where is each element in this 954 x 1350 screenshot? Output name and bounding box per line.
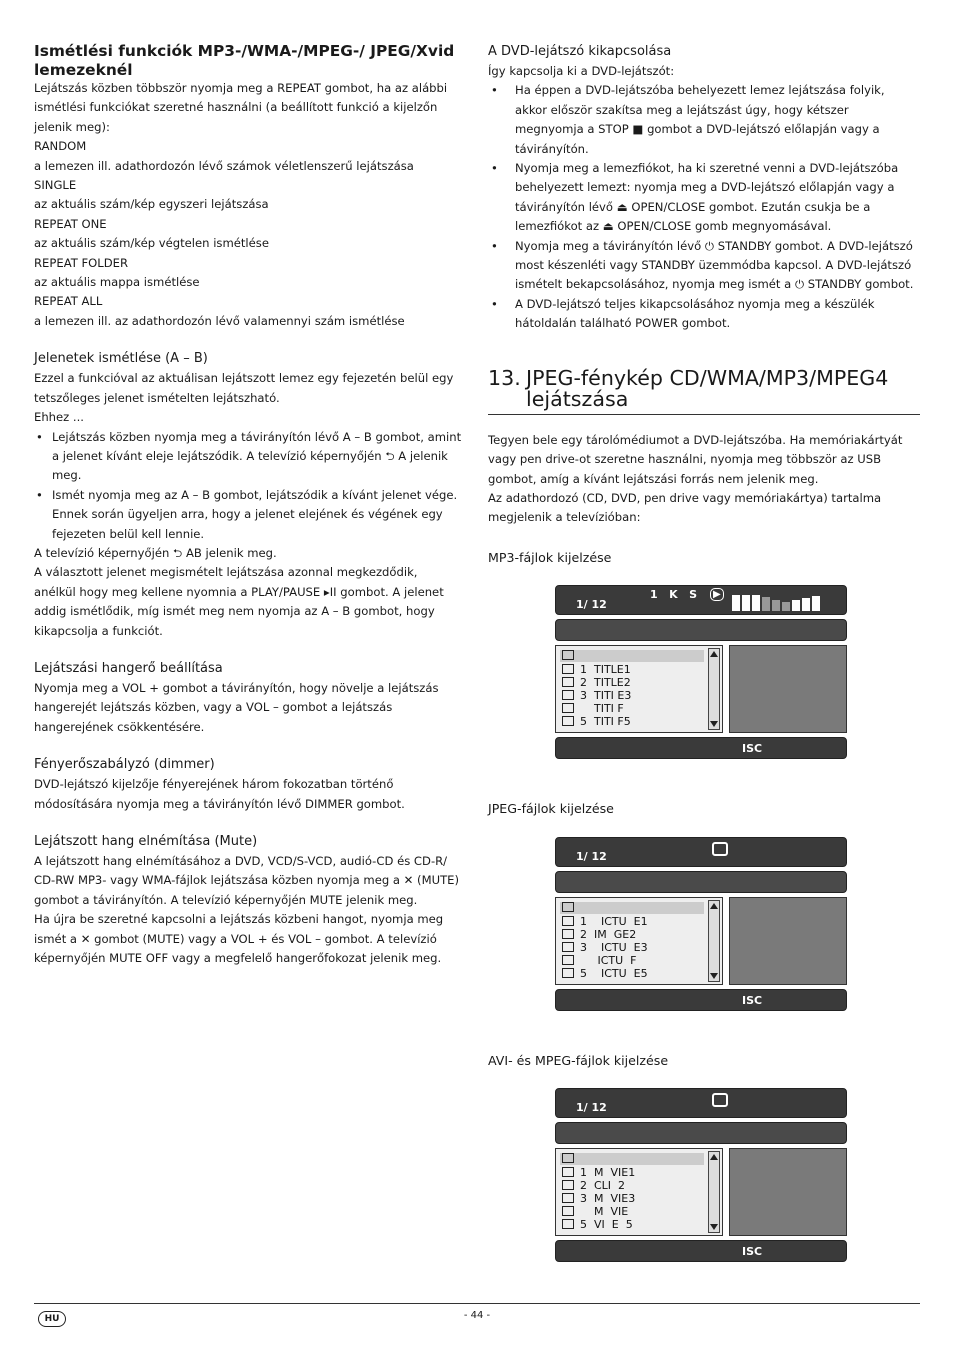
- list-item[interactable]: TITI F: [562, 702, 624, 715]
- chapter-heading: [488, 365, 920, 415]
- list-item[interactable]: 5 ICTU E5: [562, 967, 648, 980]
- ab-heading: Jelenetek ismétlése (A – B): [34, 351, 208, 367]
- mute-heading: Lejátszott hang elnémítása (Mute): [34, 834, 258, 849]
- preview-pane: [729, 897, 847, 985]
- ab-bullets: [34, 428, 462, 544]
- bottom-bar: [555, 1240, 847, 1262]
- list-item[interactable]: ICTU F: [562, 954, 637, 967]
- ab-intro: Ezzel a funkcióval az aktuálisan lejátszott lemez egy fejezetén belül egy tetszőleges jelenet ismételten lejátszható.: [34, 371, 454, 405]
- selected-row: [560, 650, 704, 662]
- selected-row: [560, 902, 704, 914]
- list-item[interactable]: 3 M VIE3: [562, 1192, 635, 1205]
- repeat-modes: [34, 137, 462, 331]
- folder-icon: [562, 1153, 574, 1163]
- image-file-icon: [562, 955, 574, 965]
- list-item: • Ha éppen a DVD-lejátszóba behelyezett lemez lejátszása folyik, akkor először szakítsa meg a lejátszást úgy, hogy kétszer megnyomja a STOP ■ gombot a DVD-lejátszó előlapján vagy a távirányítón.: [488, 81, 920, 159]
- scroll-up-icon[interactable]: [710, 903, 718, 909]
- preview-pane: [729, 1148, 847, 1236]
- mode-name: REPEAT FOLDER: [34, 255, 129, 270]
- path-bar: [555, 619, 847, 641]
- list-item[interactable]: 1 ICTU E1: [562, 915, 648, 928]
- language-badge: HU: [38, 1311, 66, 1327]
- footer-divider: [34, 1303, 920, 1304]
- scroll-down-icon[interactable]: [710, 1224, 718, 1230]
- video-file-icon: [562, 1167, 574, 1177]
- ab-outro: A választott jelenet megismételt lejátszása azonnal megkezdődik, anélkül hogy meg kellene nyomnia a PLAY/PAUSE ▸II gombot. A jelenet addig ismétlődik, míg ismét meg nem nyomja az A – B gombot, hogy kikapcsolja a funkciót.: [34, 565, 444, 638]
- dimmer-text: DVD-lejátszó kijelzője fényerejének három fokozatban történő módosítására nyomja meg a távirányítón lévő DIMMER gombot.: [34, 777, 405, 811]
- audio-file-icon: [562, 664, 574, 674]
- scroll-down-icon[interactable]: [710, 721, 718, 727]
- file-list[interactable]: [555, 1148, 723, 1236]
- screen-caption-video: AVI- és MPEG-fájlok kijelzése: [488, 1052, 669, 1068]
- image-file-icon: [562, 942, 574, 952]
- status-text: 1 K S: [650, 588, 698, 602]
- file-list[interactable]: [555, 897, 723, 985]
- path-bar: [555, 871, 847, 893]
- mode-name: REPEAT ALL: [34, 294, 103, 309]
- ab-screen: A televízió képernyőjén ⮌ AB jelenik meg.: [34, 545, 277, 560]
- folder-row[interactable]: [562, 901, 580, 914]
- list-item[interactable]: 2 IM GE2: [562, 928, 636, 941]
- folder-icon: [562, 902, 574, 912]
- list-item[interactable]: 3 TITI E3: [562, 689, 631, 702]
- chapter-title: JPEG-fénykép CD/WMA/MP3/MPEG4 lejátszása: [526, 365, 889, 411]
- top-bar: [555, 585, 847, 615]
- preview-pane: [729, 645, 847, 733]
- screen-caption-mp3: MP3-fájlok kijelzése: [488, 549, 612, 565]
- dimmer-heading: Fényerőszabályzó (dimmer): [34, 757, 215, 773]
- image-file-icon: [562, 929, 574, 939]
- mode-desc: a lemezen ill. adathordozón lévő számok véletlenszerű lejátszása: [34, 158, 414, 173]
- mute-text: A lejátszott hang elnémításához a DVD, VCD/S-VCD, audió-CD és CD-R/ CD-RW MP3- vagy WMA-fájlok lejátszása közben nyomja meg a ✕ (MUTE) gombot a távirányítón. A televízió képernyőjén MUTE jelenik meg.: [34, 854, 459, 907]
- counter: 1/ 12: [576, 849, 607, 863]
- folder-row[interactable]: [562, 649, 580, 662]
- audio-file-icon: [562, 690, 574, 700]
- list-item: • Lejátszás közben nyomja meg a távirányítón lévő A – B gombot, amint a jelenet kívánt eleje lejátszódik. A televízió képernyőjén ⮌ A jelenik meg.: [34, 428, 462, 486]
- mute-text: Ha újra be szeretné kapcsolni a lejátszás közbeni hangot, nyomja meg ismét a ✕ gombot (MUTE) vagy a VOL + és VOL – gombot. A televízió képernyőjén MUTE OFF vagy a megfelelő hangerőfokozat jelenik meg.: [34, 912, 444, 966]
- list-item[interactable]: M VIE: [562, 1205, 628, 1218]
- mode-name: REPEAT ONE: [34, 216, 107, 231]
- chapter-text: Az adathordozó (CD, DVD, pen drive vagy memóriakártya) tartalma megjelenik a televízióban:: [488, 490, 882, 525]
- right-column: [488, 42, 920, 1264]
- list-item[interactable]: 5 VI E 5: [562, 1218, 633, 1231]
- list-item: • Nyomja meg a lemezfiókot, ha ki szeretné venni a DVD-lejátszóba behelyezett lemezt: nyomja meg a DVD-lejátszó előlapján vagy a távirányítón lévő ⏏ OPEN/CLOSE gombot. Ezután csukja be a lemezfiókot az ⏏ OPEN/CLOSE gomb megnyomásával.: [488, 159, 920, 237]
- scroll-up-icon[interactable]: [710, 651, 718, 657]
- scroll-down-icon[interactable]: [710, 973, 718, 979]
- bottom-label: ISC: [742, 742, 763, 756]
- left-column: [34, 42, 462, 968]
- mode-desc: az aktuális szám/kép végtelen ismétlése: [34, 236, 269, 251]
- path-bar: [555, 1122, 847, 1144]
- scrollbar[interactable]: [708, 900, 720, 982]
- ab-here: Ehhez ...: [34, 410, 84, 425]
- list-item: • Ismét nyomja meg az A – B gombot, lejátszódik a kívánt jelenet vége. Ennek során ügyeljen arra, hogy a jelenet elejének és végének egy fejezeten belül kell lennie.: [34, 486, 462, 544]
- video-mode-icon: [712, 1093, 728, 1107]
- top-bar: [555, 837, 847, 867]
- screen-video: [555, 1088, 847, 1264]
- mode-name: SINGLE: [34, 178, 77, 193]
- screen-mp3: [555, 585, 847, 761]
- video-file-icon: [562, 1193, 574, 1203]
- counter: 1/ 12: [576, 598, 607, 612]
- top-bar: [555, 1088, 847, 1118]
- audio-file-icon: [562, 703, 574, 713]
- list-item[interactable]: 5 TITI F5: [562, 715, 631, 728]
- bottom-bar: [555, 989, 847, 1011]
- chapter-text: Tegyen bele egy tárolómédiumot a DVD-lejátszóba. Ha memóriakártyát vagy pen drive-ot szeretne használni, nyomja meg többször az USB gombot, amíg a kívánt lejátszási forrás nem jelenik meg.: [488, 432, 903, 486]
- scrollbar[interactable]: [708, 1151, 720, 1233]
- video-file-icon: [562, 1180, 574, 1190]
- list-item[interactable]: 3 ICTU E3: [562, 941, 648, 954]
- volume-text: Nyomja meg a VOL + gombot a távirányítón, hogy növelje a lejátszás hangerejét lejátszás közben, vagy a VOL – gombot a lejátszás hangerejének csökkentésére.: [34, 680, 439, 734]
- repeat-intro: Lejátszás közben többször nyomja meg a REPEAT gombot, ha az alábbi ismétlési funkciókat szeretné használni (a beállított funkció a kijelzőn jelenik meg):: [34, 81, 448, 134]
- mode-desc: az aktuális szám/kép egyszeri lejátszása: [34, 197, 269, 212]
- video-file-icon: [562, 1206, 574, 1216]
- bottom-label: ISC: [742, 993, 763, 1007]
- list-item[interactable]: 2 CLI 2: [562, 1179, 625, 1192]
- audio-file-icon: [562, 677, 574, 687]
- page-number: - 44 -: [463, 1310, 491, 1321]
- volume-heading: Lejátszási hangerő beállítása: [34, 660, 223, 676]
- chapter-number: 13.: [488, 365, 521, 390]
- play-icon: ▶: [710, 588, 724, 601]
- image-file-icon: [562, 968, 574, 978]
- section-title-repeat: Ismétlési funkciók MP3-/WMA-/MPEG-/ JPEG/Xvid lemezeknél: [34, 42, 455, 79]
- screen-caption-jpeg: JPEG-fájlok kijelzése: [488, 801, 614, 817]
- file-list[interactable]: [555, 645, 723, 733]
- list-item[interactable]: 1 M VIE1: [562, 1166, 635, 1179]
- bottom-bar: [555, 737, 847, 759]
- selected-row: [560, 1153, 704, 1165]
- mode-desc: az aktuális mappa ismétlése: [34, 275, 200, 290]
- scrollbar[interactable]: [708, 648, 720, 730]
- mode-name: RANDOM: [34, 139, 87, 154]
- bottom-label: ISC: [742, 1244, 763, 1258]
- mode-desc: a lemezen ill. az adathordozón lévő valamennyi szám ismétlése: [34, 313, 405, 328]
- list-item: • A DVD-lejátszó teljes kikapcsolásához nyomja meg a készülék hátoldalán található POWER gombot.: [488, 295, 920, 334]
- folder-icon: [562, 650, 574, 660]
- audio-file-icon: [562, 716, 574, 726]
- counter: 1/ 12: [576, 1100, 607, 1114]
- power-off-intro: Így kapcsolja ki a DVD-lejátszót:: [488, 64, 675, 78]
- list-item: • Nyomja meg a távirányítón lévő ⏻ STANDBY gombot. A DVD-lejátszó most készenléti vagy STANDBY üzemmódba kapcsol. A DVD-lejátszó ismételt bekapcsolásához, nyomja meg ismét a ⏻ STANDBY gombot.: [488, 237, 920, 295]
- screen-jpeg: [555, 837, 847, 1013]
- image-mode-icon: [712, 842, 728, 856]
- power-off-bullets: [488, 81, 920, 333]
- scroll-up-icon[interactable]: [710, 1154, 718, 1160]
- image-file-icon: [562, 916, 574, 926]
- power-off-heading: A DVD-lejátszó kikapcsolása: [488, 44, 672, 59]
- list-item[interactable]: 2 TITLE2: [562, 676, 631, 689]
- volume-meter-icon: [732, 592, 822, 608]
- video-file-icon: [562, 1219, 574, 1229]
- folder-row[interactable]: [562, 1152, 580, 1165]
- list-item[interactable]: 1 TITLE1: [562, 663, 631, 676]
